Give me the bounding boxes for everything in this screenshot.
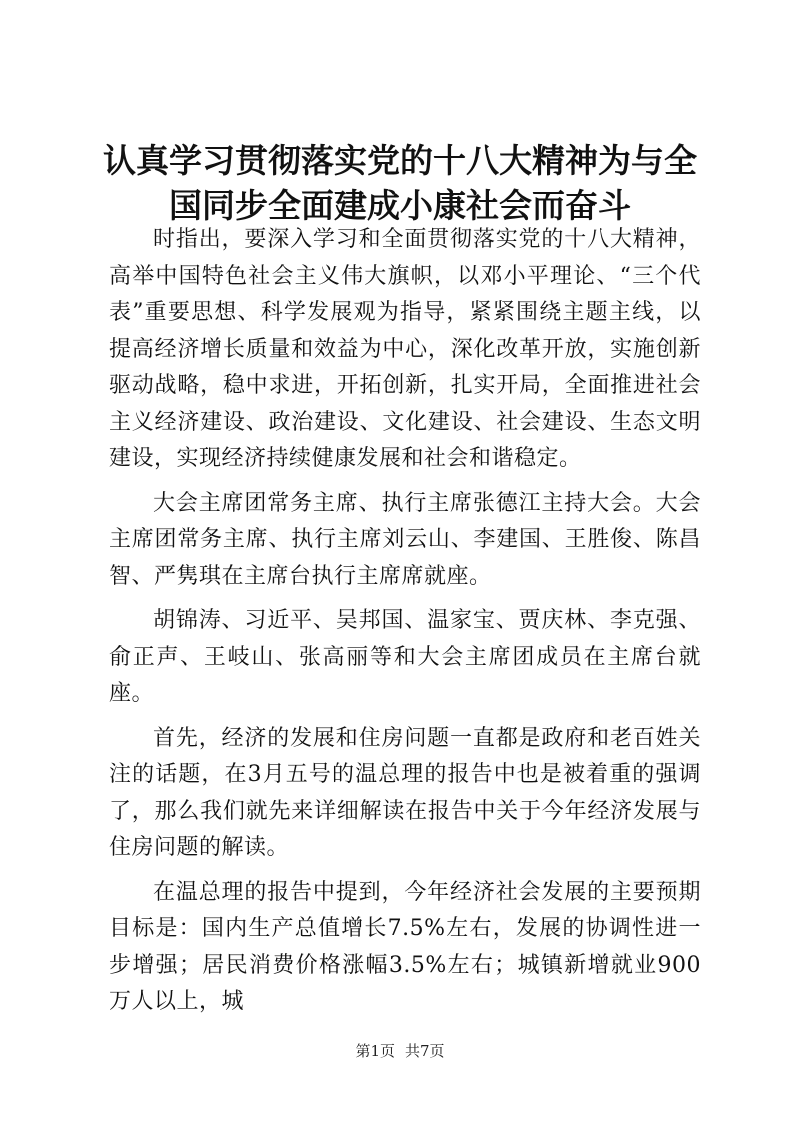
document-title: 认真学习贯彻落实党的十八大精神为与全国同步全面建成小康社会而奋斗 xyxy=(103,141,697,225)
page-number: 第1页 xyxy=(355,1042,395,1060)
document-body xyxy=(109,222,701,1029)
paragraph-5: 在温总理的报告中提到，今年经济社会发展的主要预期目标是：国内生产总值增长7.5%左右，发展的协调性进一步增强；居民消费价格涨幅3.5%左右；城镇新增就业900万人以上，城 xyxy=(109,879,701,1014)
page-footer xyxy=(0,1040,800,1061)
paragraph-4: 首先，经济的发展和住房问题一直都是政府和老百姓关注的话题，在3月五号的温总理的报告中也是被着重的强调了，那么我们就先来详细解读在报告中关于今年经济发展与住房问题的解读。 xyxy=(109,725,701,860)
paragraph-2: 大会主席团常务主席、执行主席张德江主持大会。大会主席团常务主席、执行主席刘云山、李建国、王胜俊、陈昌智、严隽琪在主席台执行主席席就座。 xyxy=(109,490,701,589)
paragraph-1: 时指出，要深入学习和全面贯彻落实党的十八大精神，高举中国特色社会主义伟大旗帜，以邓小平理论、“三个代表”重要思想、科学发展观为指导，紧紧围绕主题主线，以提高经济增长质量和效益为中心，深化改革开放，实施创新驱动战略，稳中求进，开拓创新，扎实开局，全面推进社会主义经济建设、政治建设、文化建设、社会建设、生态文明建设，实现经济持续健康发展和社会和谐稳定。 xyxy=(109,227,701,471)
page-total: 共7页 xyxy=(405,1042,445,1060)
paragraph-3: 胡锦涛、习近平、吴邦国、温家宝、贾庆林、李克强、俞正声、王岐山、张高丽等和大会主席团成员在主席台就座。 xyxy=(109,608,701,706)
